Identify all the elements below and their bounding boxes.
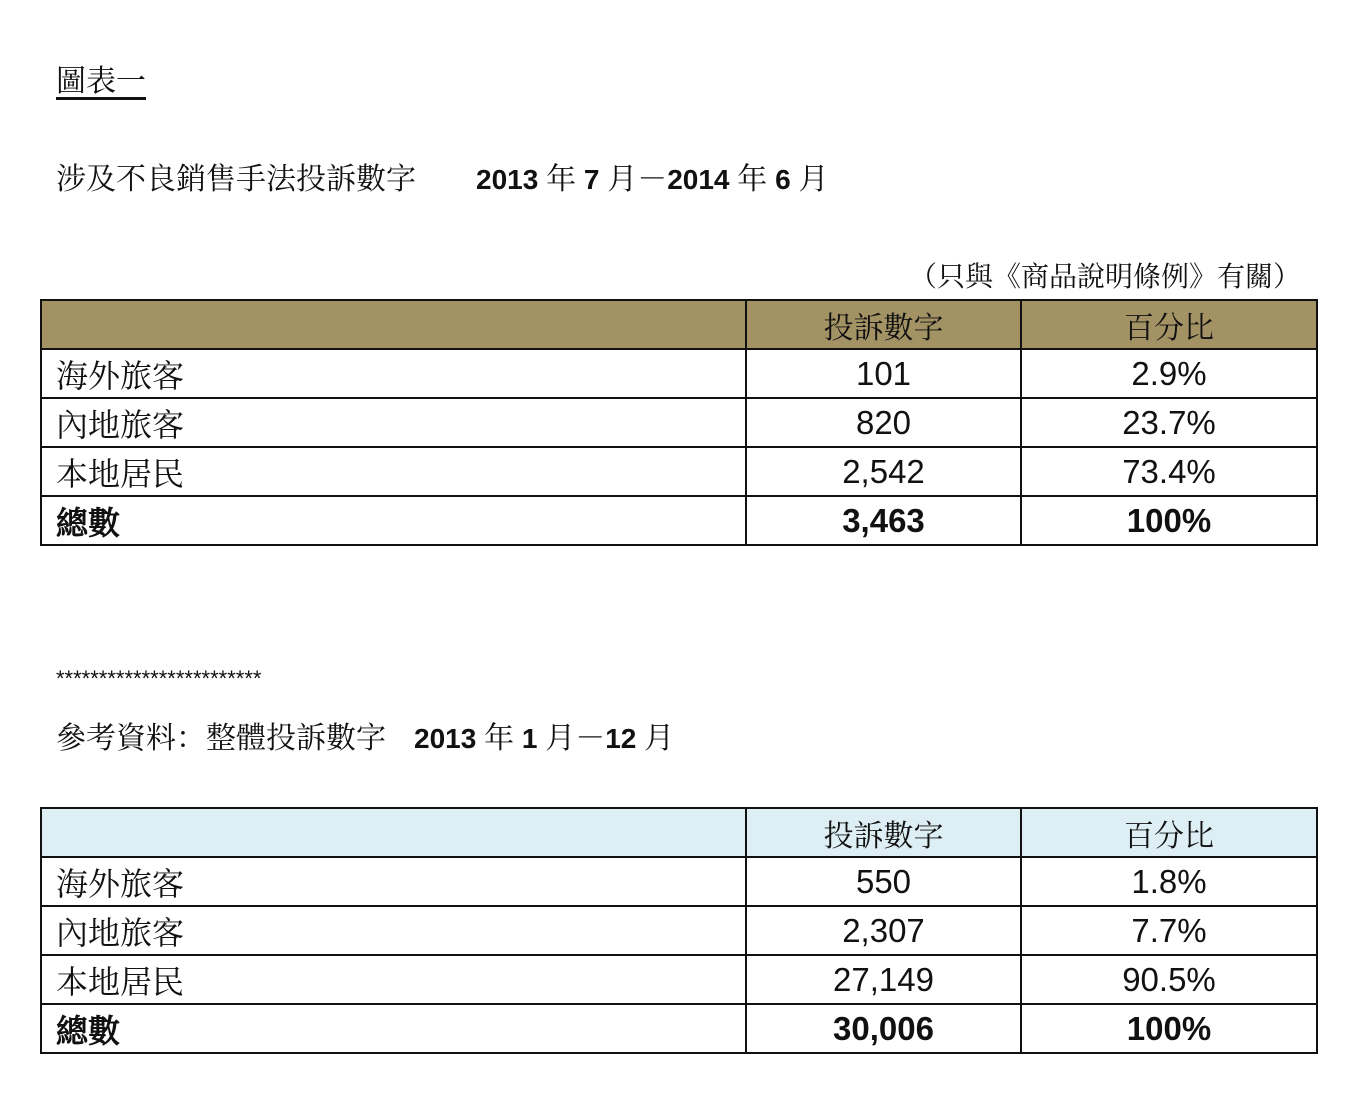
row-label: 本地居民 xyxy=(41,955,746,1004)
row-label: 內地旅客 xyxy=(41,398,746,447)
table-row xyxy=(41,857,1317,906)
header-cell-blank xyxy=(41,300,746,349)
total-label: 總數 xyxy=(41,496,746,545)
table-row xyxy=(41,398,1317,447)
row-count: 2,307 xyxy=(746,906,1021,955)
section1-heading xyxy=(56,154,828,198)
total-count: 3,463 xyxy=(746,496,1021,545)
header-cell-count: 投訴數字 xyxy=(746,808,1021,857)
row-percent: 73.4% xyxy=(1021,447,1317,496)
period-dash: － xyxy=(575,721,606,756)
row-count: 2,542 xyxy=(746,447,1021,496)
period-year-start: 2013 xyxy=(476,164,539,195)
table-total-row xyxy=(41,496,1317,545)
table-row xyxy=(41,349,1317,398)
row-percent: 1.8% xyxy=(1021,857,1317,906)
period-year: 2013 xyxy=(414,723,477,754)
row-count: 820 xyxy=(746,398,1021,447)
year-char: 年 xyxy=(484,721,515,756)
period-year-end: 2014 xyxy=(667,164,730,195)
section2-table xyxy=(40,807,1318,1054)
row-percent: 7.7% xyxy=(1021,906,1317,955)
month-char: 月 xyxy=(607,162,638,197)
section1-table xyxy=(40,299,1318,546)
month-char: 月 xyxy=(798,162,829,197)
row-label: 本地居民 xyxy=(41,447,746,496)
header-cell-percent: 百分比 xyxy=(1021,808,1317,857)
month-char: 月 xyxy=(545,721,576,756)
header-cell-blank xyxy=(41,808,746,857)
period-month-end: 6 xyxy=(775,164,791,195)
total-count: 30,006 xyxy=(746,1004,1021,1053)
month-char: 月 xyxy=(644,721,675,756)
header-cell-count: 投訴數字 xyxy=(746,300,1021,349)
row-label: 海外旅客 xyxy=(41,349,746,398)
row-count: 101 xyxy=(746,349,1021,398)
row-percent: 90.5% xyxy=(1021,955,1317,1004)
figure-label: 圖表一 xyxy=(56,64,146,99)
section1-note: （只與《商品說明條例》有關） xyxy=(908,260,1301,293)
period-month-start: 7 xyxy=(583,164,600,195)
year-char: 年 xyxy=(737,162,768,197)
row-percent: 2.9% xyxy=(1021,349,1317,398)
section1-period xyxy=(476,164,828,195)
row-label: 內地旅客 xyxy=(41,906,746,955)
header-cell-percent: 百分比 xyxy=(1021,300,1317,349)
section2-heading xyxy=(56,713,674,757)
period-month-start: 1 xyxy=(521,723,538,754)
year-char: 年 xyxy=(546,162,577,197)
row-label: 海外旅客 xyxy=(41,857,746,906)
total-label: 總數 xyxy=(41,1004,746,1053)
total-percent: 100% xyxy=(1021,496,1317,545)
total-percent: 100% xyxy=(1021,1004,1317,1053)
table-header-row xyxy=(41,808,1317,857)
table-row xyxy=(41,906,1317,955)
section2-period xyxy=(414,723,674,754)
table-total-row xyxy=(41,1004,1317,1053)
table-row xyxy=(41,955,1317,1004)
row-percent: 23.7% xyxy=(1021,398,1317,447)
table-row xyxy=(41,447,1317,496)
period-dash: － xyxy=(637,162,668,197)
table-header-row xyxy=(41,300,1317,349)
row-count: 550 xyxy=(746,857,1021,906)
period-month-end: 12 xyxy=(605,723,637,754)
section2-title: 參考資料：整體投訴數字 xyxy=(56,721,386,756)
separator-stars: ************************ xyxy=(56,666,262,691)
section1-title: 涉及不良銷售手法投訴數字 xyxy=(56,162,416,197)
row-count: 27,149 xyxy=(746,955,1021,1004)
